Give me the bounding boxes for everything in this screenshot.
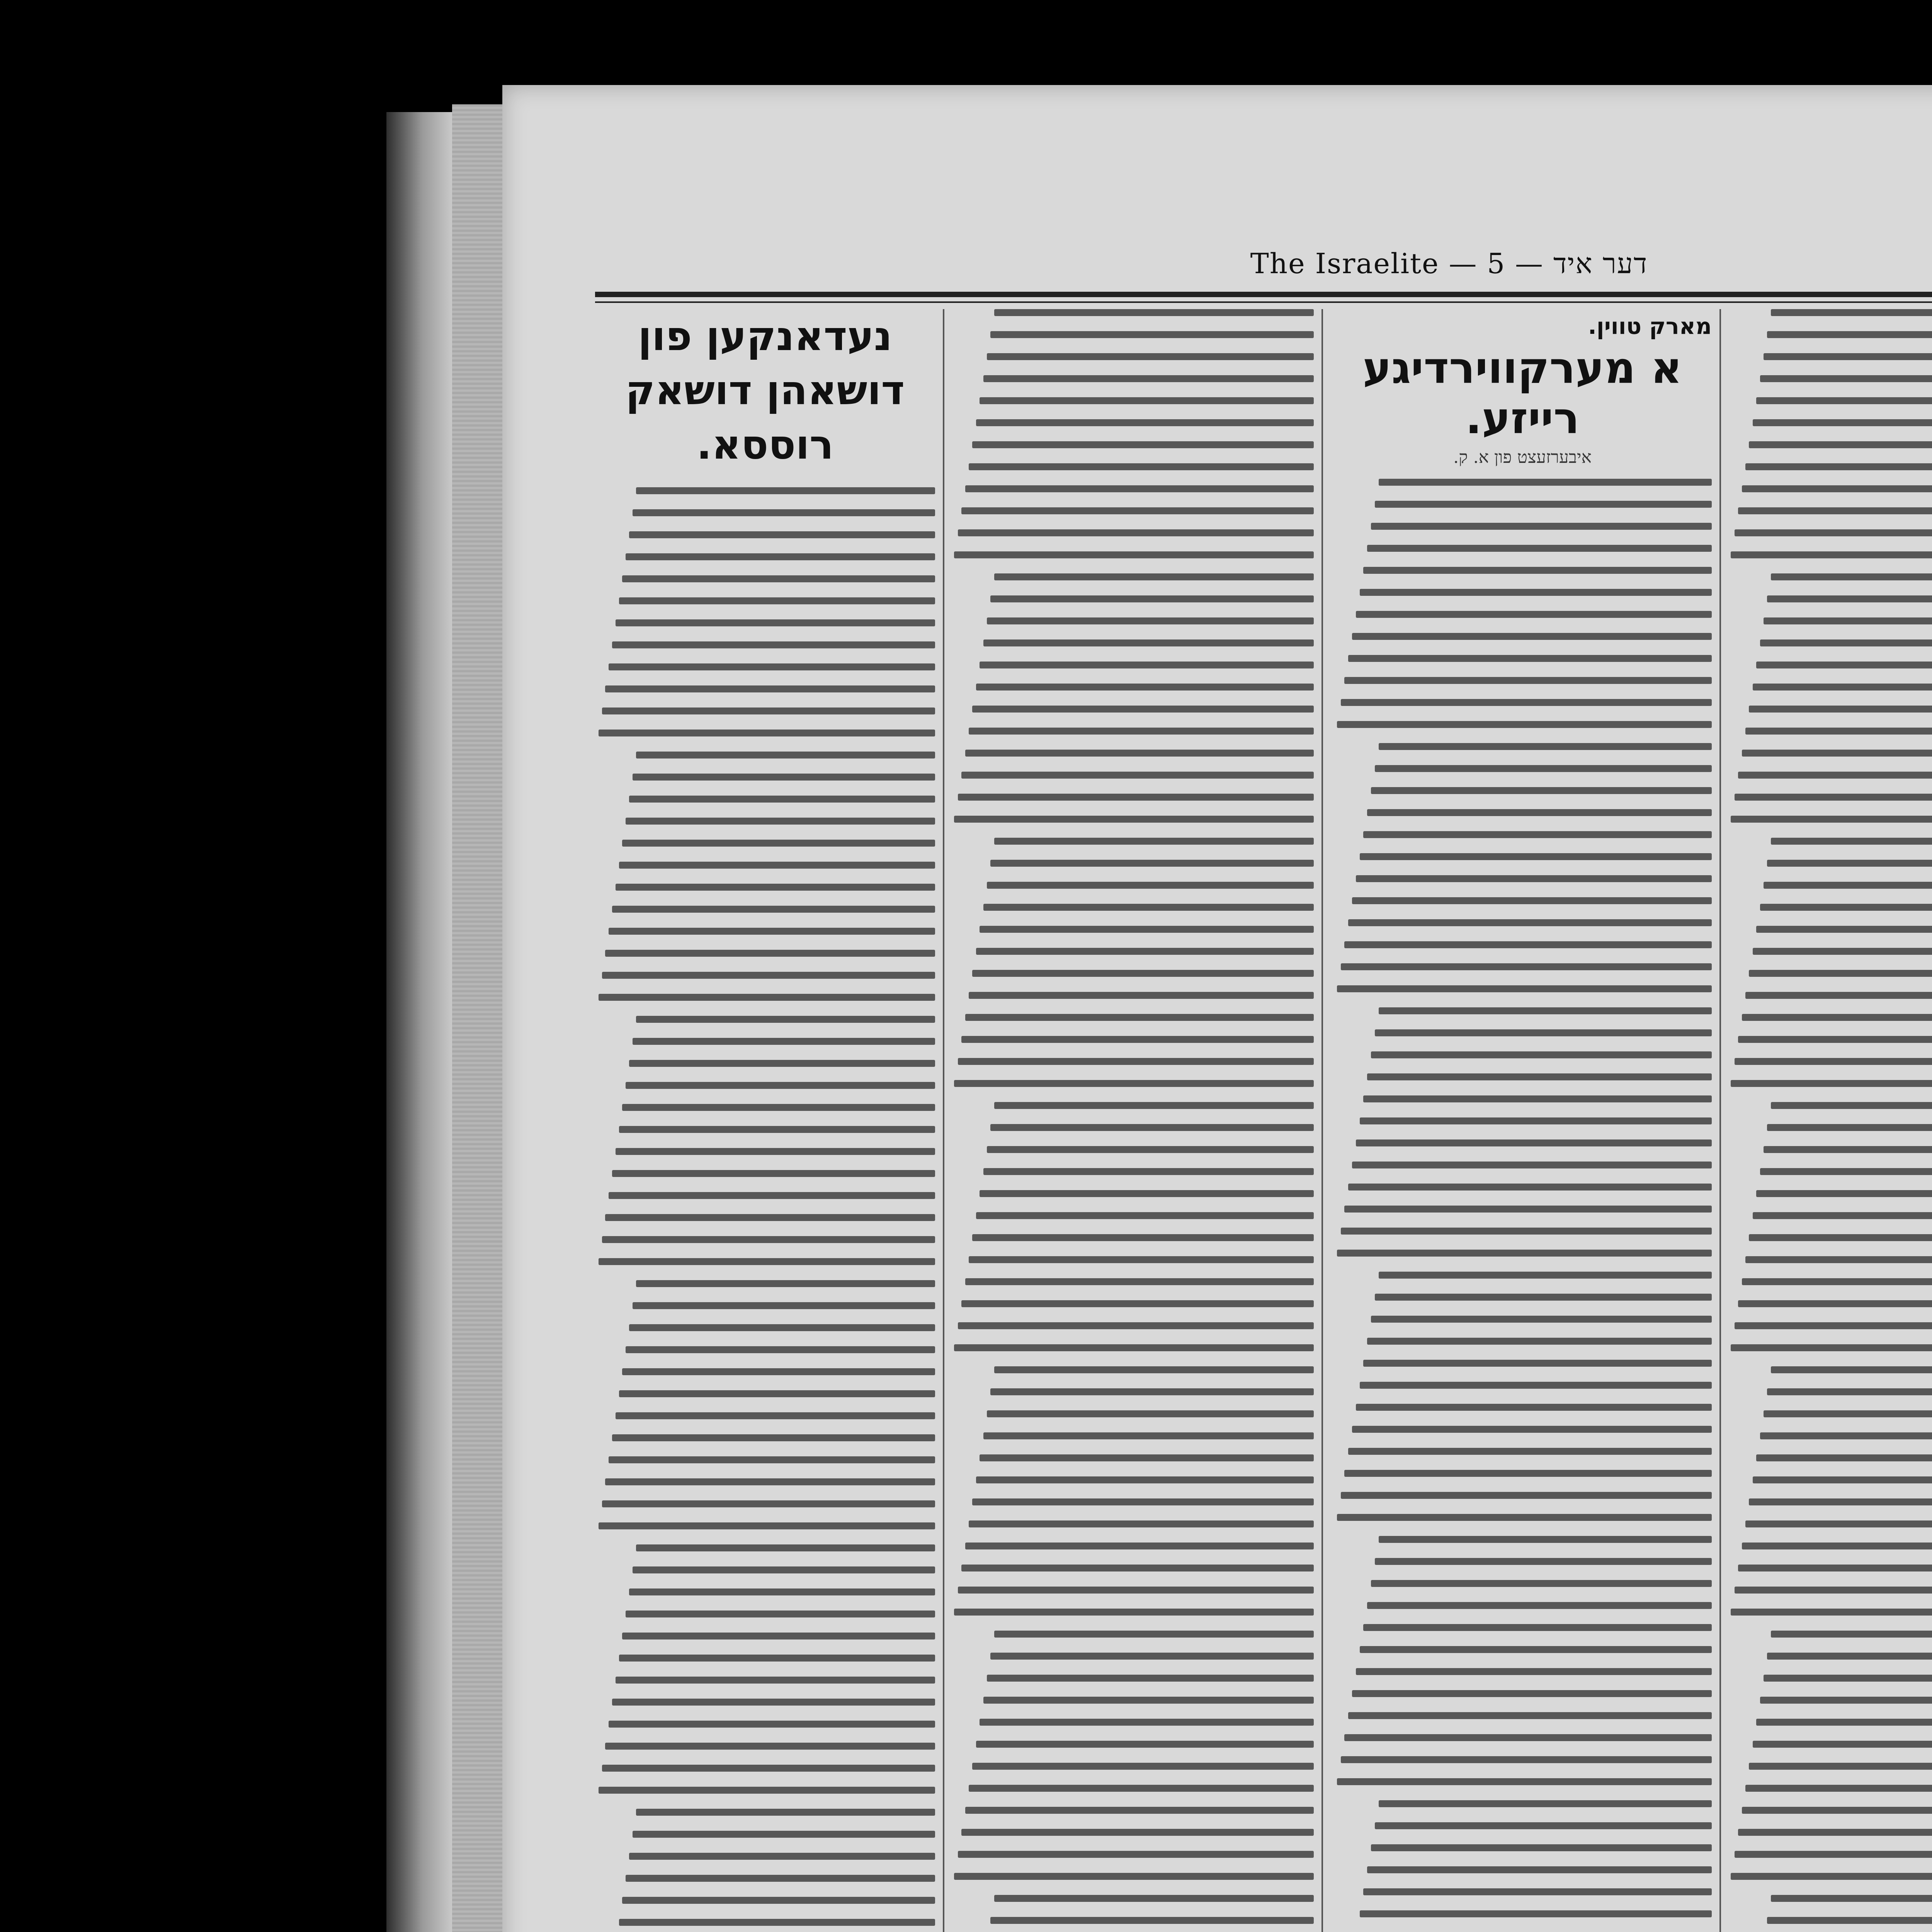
text-line xyxy=(626,1611,935,1617)
text-line xyxy=(605,950,935,957)
text-line xyxy=(616,1148,935,1155)
text-line xyxy=(965,1278,1314,1285)
text-line xyxy=(961,772,1314,779)
text-line xyxy=(1771,573,1932,580)
column-divider xyxy=(1719,309,1721,1932)
text-line xyxy=(1738,1036,1932,1043)
text-line xyxy=(1356,1404,1712,1411)
text-line xyxy=(1760,1697,1932,1704)
text-line xyxy=(1367,1866,1712,1873)
text-line xyxy=(616,884,935,891)
text-line xyxy=(1745,1256,1932,1263)
text-line xyxy=(602,1236,935,1243)
text-line xyxy=(1753,419,1932,426)
text-line xyxy=(980,662,1314,668)
text-line xyxy=(954,1080,1314,1087)
text-line xyxy=(1738,772,1932,779)
text-line xyxy=(976,1741,1314,1748)
binding-cloth xyxy=(452,104,502,1932)
text-line xyxy=(602,1500,935,1507)
column-kicker: מארק טווין. xyxy=(1588,313,1712,339)
text-line xyxy=(612,1434,935,1441)
text-line xyxy=(1745,463,1932,470)
text-line xyxy=(1771,1631,1932,1638)
text-line xyxy=(1771,1895,1932,1902)
text-line xyxy=(1771,1102,1932,1109)
text-line xyxy=(612,906,935,913)
article-headline: א מערקווירדיגע רייזע. xyxy=(1362,343,1682,444)
text-line xyxy=(1764,1675,1932,1682)
text-line xyxy=(1367,545,1712,552)
text-line xyxy=(1375,501,1712,508)
article-headline: נעדאנקען פון דושאהן דושאק רוססא. xyxy=(625,313,905,468)
text-line xyxy=(633,1566,935,1573)
text-line xyxy=(1742,485,1932,492)
text-line xyxy=(990,1388,1314,1395)
text-line xyxy=(972,706,1314,713)
text-line xyxy=(636,1280,935,1287)
text-line xyxy=(1731,1080,1932,1087)
text-line xyxy=(965,1543,1314,1549)
text-line xyxy=(965,485,1314,492)
text-line xyxy=(1352,1426,1712,1433)
text-line xyxy=(1344,941,1712,948)
text-line xyxy=(1341,1756,1712,1763)
text-line xyxy=(976,684,1314,690)
text-line xyxy=(1363,567,1712,574)
text-line xyxy=(1731,1344,1932,1351)
text-line xyxy=(1348,919,1712,926)
text-line xyxy=(636,1544,935,1551)
text-line xyxy=(1371,1580,1712,1587)
text-line xyxy=(972,441,1314,448)
text-line xyxy=(605,685,935,692)
text-line xyxy=(1360,1910,1712,1917)
text-line xyxy=(619,1390,935,1397)
running-header: The Israelite — 5 — דער איד xyxy=(1250,247,1648,280)
text-line xyxy=(1753,684,1932,690)
column-divider xyxy=(943,309,944,1932)
text-line xyxy=(1767,1388,1932,1395)
text-line xyxy=(616,619,935,626)
text-line xyxy=(1363,1095,1712,1102)
text-line xyxy=(633,509,935,516)
text-line xyxy=(626,553,935,560)
text-line xyxy=(1379,1800,1712,1807)
text-line xyxy=(1753,1741,1932,1748)
text-line xyxy=(619,1919,935,1926)
text-line xyxy=(1371,787,1712,794)
text-line xyxy=(1337,1250,1712,1257)
text-line xyxy=(1375,1029,1712,1036)
text-line xyxy=(619,597,935,604)
text-line xyxy=(1771,1366,1932,1373)
text-line xyxy=(1767,1124,1932,1131)
text-line xyxy=(1344,1734,1712,1741)
text-line xyxy=(1735,794,1932,801)
text-line xyxy=(1745,728,1932,735)
text-line xyxy=(626,818,935,825)
text-line xyxy=(1371,1844,1712,1851)
text-line xyxy=(612,641,935,648)
text-line xyxy=(629,796,935,803)
text-line xyxy=(1749,1498,1932,1505)
text-line xyxy=(1738,1829,1932,1836)
text-line xyxy=(965,750,1314,757)
text-line xyxy=(965,1014,1314,1021)
text-line xyxy=(1731,551,1932,558)
text-line xyxy=(1742,750,1932,757)
text-line xyxy=(954,1873,1314,1880)
text-line xyxy=(1341,699,1712,706)
text-line xyxy=(1341,1492,1712,1499)
text-line xyxy=(1749,1234,1932,1241)
text-line xyxy=(987,1410,1314,1417)
text-line xyxy=(1767,331,1932,338)
text-line xyxy=(1749,970,1932,977)
text-line xyxy=(626,1875,935,1882)
text-line xyxy=(1363,1360,1712,1367)
text-line xyxy=(1379,1007,1712,1014)
text-line xyxy=(994,1102,1314,1109)
text-line xyxy=(1356,611,1712,618)
text-line xyxy=(1735,1322,1932,1329)
text-line xyxy=(969,728,1314,735)
text-line xyxy=(958,1322,1314,1329)
text-line xyxy=(1756,662,1932,668)
text-line xyxy=(972,1234,1314,1241)
text-line xyxy=(1341,963,1712,970)
text-line xyxy=(636,487,935,494)
text-line xyxy=(1760,639,1932,646)
text-line xyxy=(1375,1822,1712,1829)
text-line xyxy=(1771,838,1932,845)
text-line xyxy=(1375,1558,1712,1565)
text-line xyxy=(1760,904,1932,911)
text-line xyxy=(1735,1851,1932,1858)
text-line xyxy=(980,1454,1314,1461)
text-line xyxy=(1379,1272,1712,1279)
text-line xyxy=(599,730,935,736)
text-line xyxy=(1367,1602,1712,1609)
text-line xyxy=(972,1763,1314,1770)
text-line xyxy=(1764,353,1932,360)
text-line xyxy=(612,1170,935,1177)
text-line xyxy=(994,1366,1314,1373)
text-line xyxy=(1344,677,1712,684)
text-line xyxy=(1363,1888,1712,1895)
text-line xyxy=(1360,589,1712,596)
text-line xyxy=(602,972,935,979)
text-line xyxy=(1731,1609,1932,1616)
text-line xyxy=(990,595,1314,602)
header-rule xyxy=(595,292,1932,297)
text-line xyxy=(1745,1785,1932,1792)
text-line xyxy=(609,1192,935,1199)
text-line xyxy=(629,1324,935,1331)
text-line xyxy=(961,1829,1314,1836)
text-line xyxy=(1735,1058,1932,1065)
text-line xyxy=(1767,1917,1932,1924)
text-line xyxy=(599,994,935,1001)
text-line xyxy=(612,1699,935,1706)
text-line xyxy=(636,1809,935,1816)
text-line xyxy=(622,575,935,582)
article-column-john-ruskin xyxy=(595,309,935,1932)
text-line xyxy=(622,840,935,847)
text-line xyxy=(1379,743,1712,750)
text-line xyxy=(976,1476,1314,1483)
text-line xyxy=(987,617,1314,624)
text-line xyxy=(969,992,1314,999)
text-line xyxy=(972,1498,1314,1505)
text-line xyxy=(990,331,1314,338)
text-line xyxy=(980,1190,1314,1197)
text-line xyxy=(1764,1410,1932,1417)
text-line xyxy=(1341,1228,1712,1235)
text-line xyxy=(1348,1184,1712,1190)
text-line xyxy=(1753,1212,1932,1219)
text-line xyxy=(954,1609,1314,1616)
text-line xyxy=(622,1633,935,1639)
text-line xyxy=(616,1677,935,1684)
text-line xyxy=(1735,1587,1932,1594)
text-line xyxy=(980,397,1314,404)
text-line xyxy=(1749,1763,1932,1770)
text-line xyxy=(969,1785,1314,1792)
text-line xyxy=(1367,809,1712,816)
text-line xyxy=(609,928,935,935)
text-line xyxy=(1337,1514,1712,1521)
text-line xyxy=(961,507,1314,514)
text-line xyxy=(1731,816,1932,823)
text-line xyxy=(1337,1778,1712,1785)
text-line xyxy=(1745,992,1932,999)
header-rule-thin xyxy=(595,301,1932,303)
text-line xyxy=(626,1346,935,1353)
text-line xyxy=(1742,1807,1932,1814)
text-line xyxy=(980,1719,1314,1726)
article-column-mark-twain xyxy=(1333,309,1712,1932)
text-line xyxy=(1356,875,1712,882)
text-line xyxy=(1360,1117,1712,1124)
text-line xyxy=(629,1853,935,1860)
text-line xyxy=(987,1146,1314,1153)
text-line xyxy=(983,1697,1314,1704)
text-line xyxy=(636,1016,935,1023)
text-line xyxy=(983,1168,1314,1175)
text-line xyxy=(990,1124,1314,1131)
text-line xyxy=(1756,926,1932,933)
text-line xyxy=(958,1587,1314,1594)
text-line xyxy=(1735,529,1932,536)
text-line xyxy=(1379,479,1712,486)
text-line xyxy=(1756,397,1932,404)
text-line xyxy=(609,1456,935,1463)
text-line xyxy=(599,1522,935,1529)
text-line xyxy=(616,1412,935,1419)
text-line xyxy=(1738,1565,1932,1571)
text-line xyxy=(1764,617,1932,624)
text-line xyxy=(605,1214,935,1221)
text-line xyxy=(954,1344,1314,1351)
text-line xyxy=(976,1212,1314,1219)
article-body xyxy=(595,487,935,1932)
text-line xyxy=(1356,1139,1712,1146)
article-column-trade xyxy=(1727,309,1932,1932)
text-line xyxy=(1771,309,1932,316)
text-line xyxy=(1352,633,1712,640)
text-line xyxy=(1760,375,1932,382)
text-line xyxy=(958,1058,1314,1065)
text-line xyxy=(965,1807,1314,1814)
text-line xyxy=(980,926,1314,933)
text-line xyxy=(605,1743,935,1750)
text-line xyxy=(1753,1476,1932,1483)
text-line xyxy=(1352,1162,1712,1168)
article-body xyxy=(951,309,1314,1932)
text-line xyxy=(1367,1338,1712,1345)
text-line xyxy=(1363,1624,1712,1631)
text-line xyxy=(1756,1190,1932,1197)
text-line xyxy=(1764,1146,1932,1153)
text-line xyxy=(954,816,1314,823)
text-line xyxy=(619,1126,935,1133)
text-line xyxy=(1764,882,1932,889)
text-line xyxy=(983,904,1314,911)
text-line xyxy=(1337,721,1712,728)
text-line xyxy=(599,1258,935,1265)
text-line xyxy=(994,1631,1314,1638)
text-line xyxy=(1767,860,1932,867)
text-line xyxy=(961,1300,1314,1307)
text-line xyxy=(629,1060,935,1067)
text-line xyxy=(1756,1454,1932,1461)
text-line xyxy=(987,1675,1314,1682)
text-line xyxy=(1742,1014,1932,1021)
text-line xyxy=(609,663,935,670)
text-line xyxy=(599,1787,935,1794)
text-line xyxy=(1767,1653,1932,1660)
text-line xyxy=(987,882,1314,889)
text-line xyxy=(976,419,1314,426)
text-line xyxy=(1352,897,1712,904)
text-line xyxy=(1745,1520,1932,1527)
text-line xyxy=(1738,507,1932,514)
text-line xyxy=(633,1831,935,1838)
text-line xyxy=(1371,1051,1712,1058)
text-line xyxy=(1344,1470,1712,1477)
text-line xyxy=(969,1520,1314,1527)
text-line xyxy=(619,862,935,869)
text-line xyxy=(633,1038,935,1045)
article-column-continued xyxy=(951,309,1314,1932)
text-line xyxy=(619,1655,935,1662)
text-line xyxy=(1375,1294,1712,1301)
text-line xyxy=(1742,1278,1932,1285)
text-line xyxy=(961,1036,1314,1043)
text-line xyxy=(1360,1646,1712,1653)
text-line xyxy=(1356,1668,1712,1675)
text-line xyxy=(602,707,935,714)
text-line xyxy=(1379,1536,1712,1543)
text-line xyxy=(958,794,1314,801)
text-line xyxy=(954,551,1314,558)
text-line xyxy=(1344,1206,1712,1213)
text-line xyxy=(990,1653,1314,1660)
text-line xyxy=(990,1917,1314,1924)
text-line xyxy=(983,375,1314,382)
text-line xyxy=(1753,948,1932,955)
text-line xyxy=(1749,441,1932,448)
text-line xyxy=(602,1765,935,1772)
article-body xyxy=(1727,309,1932,1932)
text-line xyxy=(1742,1543,1932,1549)
text-line xyxy=(636,752,935,759)
text-line xyxy=(994,1895,1314,1902)
text-line xyxy=(976,948,1314,955)
text-line xyxy=(994,838,1314,845)
text-line xyxy=(609,1721,935,1728)
text-line xyxy=(1352,1690,1712,1697)
text-line xyxy=(983,639,1314,646)
text-line xyxy=(990,860,1314,867)
text-line xyxy=(1760,1168,1932,1175)
text-line xyxy=(1367,1073,1712,1080)
text-line xyxy=(629,1588,935,1595)
text-line xyxy=(629,531,935,538)
text-line xyxy=(1375,765,1712,772)
text-line xyxy=(626,1082,935,1089)
column-divider xyxy=(1321,309,1323,1932)
text-line xyxy=(1348,1712,1712,1719)
text-line xyxy=(633,774,935,781)
text-line xyxy=(1760,1432,1932,1439)
text-line xyxy=(1756,1719,1932,1726)
text-line xyxy=(994,309,1314,316)
text-line xyxy=(1337,985,1712,992)
article-byline: איבערזעצט פון א. ק. xyxy=(1453,447,1592,467)
text-line xyxy=(1371,1316,1712,1323)
text-line xyxy=(994,573,1314,580)
text-line xyxy=(1348,1448,1712,1455)
text-line xyxy=(958,529,1314,536)
text-line xyxy=(1348,655,1712,662)
article-body xyxy=(1333,479,1712,1932)
text-line xyxy=(969,463,1314,470)
text-line xyxy=(1360,853,1712,860)
text-line xyxy=(1371,523,1712,530)
text-line xyxy=(622,1104,935,1111)
text-line xyxy=(622,1897,935,1904)
text-line xyxy=(961,1565,1314,1571)
text-line xyxy=(969,1256,1314,1263)
text-line xyxy=(622,1368,935,1375)
text-line xyxy=(983,1432,1314,1439)
text-line xyxy=(958,1851,1314,1858)
text-line xyxy=(605,1478,935,1485)
text-line xyxy=(1731,1873,1932,1880)
text-line xyxy=(972,970,1314,977)
text-line xyxy=(1749,706,1932,713)
text-line xyxy=(1363,831,1712,838)
text-line xyxy=(1360,1382,1712,1389)
text-line xyxy=(633,1302,935,1309)
text-line xyxy=(987,353,1314,360)
text-line xyxy=(1767,595,1932,602)
text-line xyxy=(1738,1300,1932,1307)
